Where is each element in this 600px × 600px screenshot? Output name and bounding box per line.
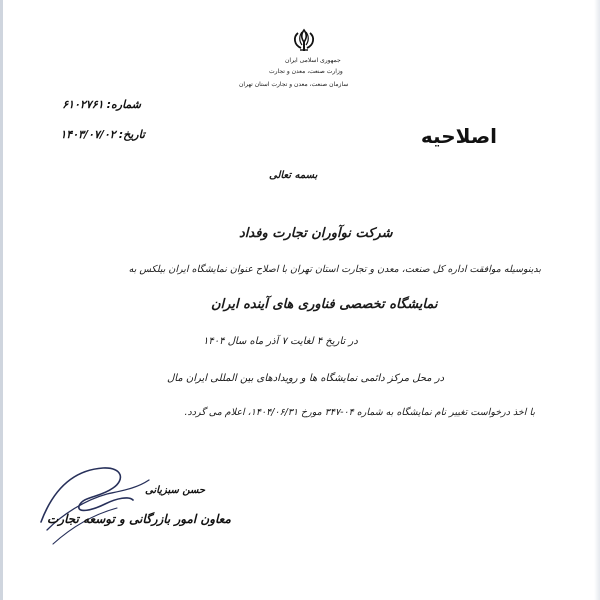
body-line-3: در محل مرکز دائمی نمایشگاه ها و رویدادهای بین المللی ایران مال [167, 373, 445, 384]
letter-number [41, 98, 141, 111]
signer-title: معاون امور بازرگانی و توسعه تجارت [47, 512, 231, 526]
exhibition-name: نمایشگاه تخصصی فناوری های آینده ایران [211, 297, 438, 312]
iran-emblem-icon [289, 28, 319, 54]
letterhead-line-2: وزارت صنعت، معدن و تجارت [269, 68, 343, 75]
document-title: اصلاحیه [420, 124, 497, 148]
letter-date-value: ۱۴۰۳/۰۷/۰۲ [60, 128, 116, 141]
letter-date [41, 128, 145, 141]
body-line-1: بدینوسیله موافقت اداره کل صنعت، معدن و تجارت استان تهران با اصلاح عنوان نمایشگاه ایران بیلکس به [128, 264, 541, 275]
signer-name: حسن سبزیانی [145, 485, 206, 496]
letterhead-line-1: جمهوری اسلامی ایران [285, 57, 341, 64]
body-line-2: در تاریخ ۴ لغایت ۷ آذر ماه سال ۱۴۰۴ [203, 336, 358, 347]
page-edge-shadow [594, 0, 600, 600]
addressee: شرکت نوآوران تجارت وفداد [239, 226, 393, 241]
letterhead-line-3: سازمان صنعت، معدن و تجارت استان تهران [239, 81, 349, 88]
body-line-4: با اخذ درخواست تغییر نام نمایشگاه به شماره ۰۴-۳۴۷ مورخ ۱۴۰۴/۰۶/۳۱، اعلام می گردد. [184, 407, 535, 418]
letter-number-value: ۶۱۰۲۷۶۱ [62, 98, 104, 111]
invocation: بسمه تعالی [269, 170, 318, 181]
letter-date-label: تاریخ: [118, 128, 145, 141]
letter-number-label: شماره: [106, 98, 141, 111]
handwritten-signature [33, 460, 153, 550]
